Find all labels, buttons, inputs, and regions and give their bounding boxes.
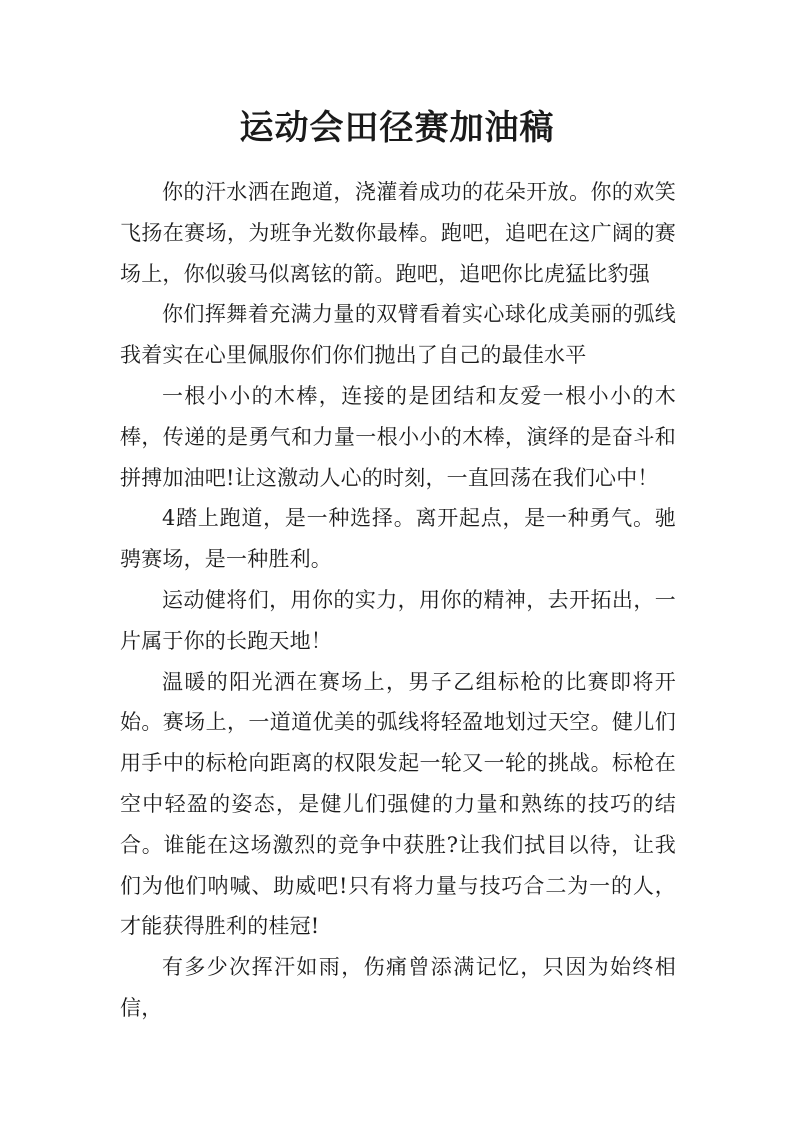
paragraph: 一根小小的木棒，连接的是团结和友爱一根小小的木棒，传递的是勇气和力量一根小小的木棒，演绎的是奋斗和拼搏加油吧!让这激动人心的时刻，一直回荡在我们心中！ bbox=[120, 383, 676, 490]
paragraph: 你的汗水洒在跑道，浇灌着成功的花朵开放。你的欢笑飞扬在赛场，为班争光数你最棒。跑吧，追吧在这广阔的赛场上，你似骏马似离铉的箭。跑吧，追吧你比虎猛比豹强 bbox=[120, 180, 676, 286]
paragraph: 有多少次挥汗如雨，伤痛曾添满记忆，只因为始终相信， bbox=[120, 955, 676, 1020]
document-title: 运动会田径赛加油稿 bbox=[239, 108, 555, 148]
paragraph: 温暖的阳光洒在赛场上，男子乙组标枪的比赛即将开始。赛场上，一道道优美的弧线将轻盈地划过天空。健儿们用手中的标枪向距离的权限发起一轮又一轮的挑战。标枪在空中轻盈的姿态，是健儿们强健的力量和熟练的技巧的结合。谁能在这场激烈的竞争中获胜?让我们拭目以待，让我们为他们呐喊、助威吧!只有将力量与技巧合二为一的人，才能获得胜利的桂冠! bbox=[120, 669, 676, 939]
paragraph: 你们挥舞着充满力量的双臂看着实心球化成美丽的弧线我着实在心里佩服你们你们抛出了自己的最佳水平 bbox=[120, 302, 676, 368]
paragraph: 运动健将们，用你的实力，用你的精神，去开拓出，一片属于你的长跑天地！ bbox=[120, 587, 676, 653]
document-body bbox=[120, 172, 676, 1029]
paragraph: 4踏上跑道，是一种选择。离开起点，是一种勇气。驰骋赛场，是一种胜利。 bbox=[120, 506, 676, 572]
